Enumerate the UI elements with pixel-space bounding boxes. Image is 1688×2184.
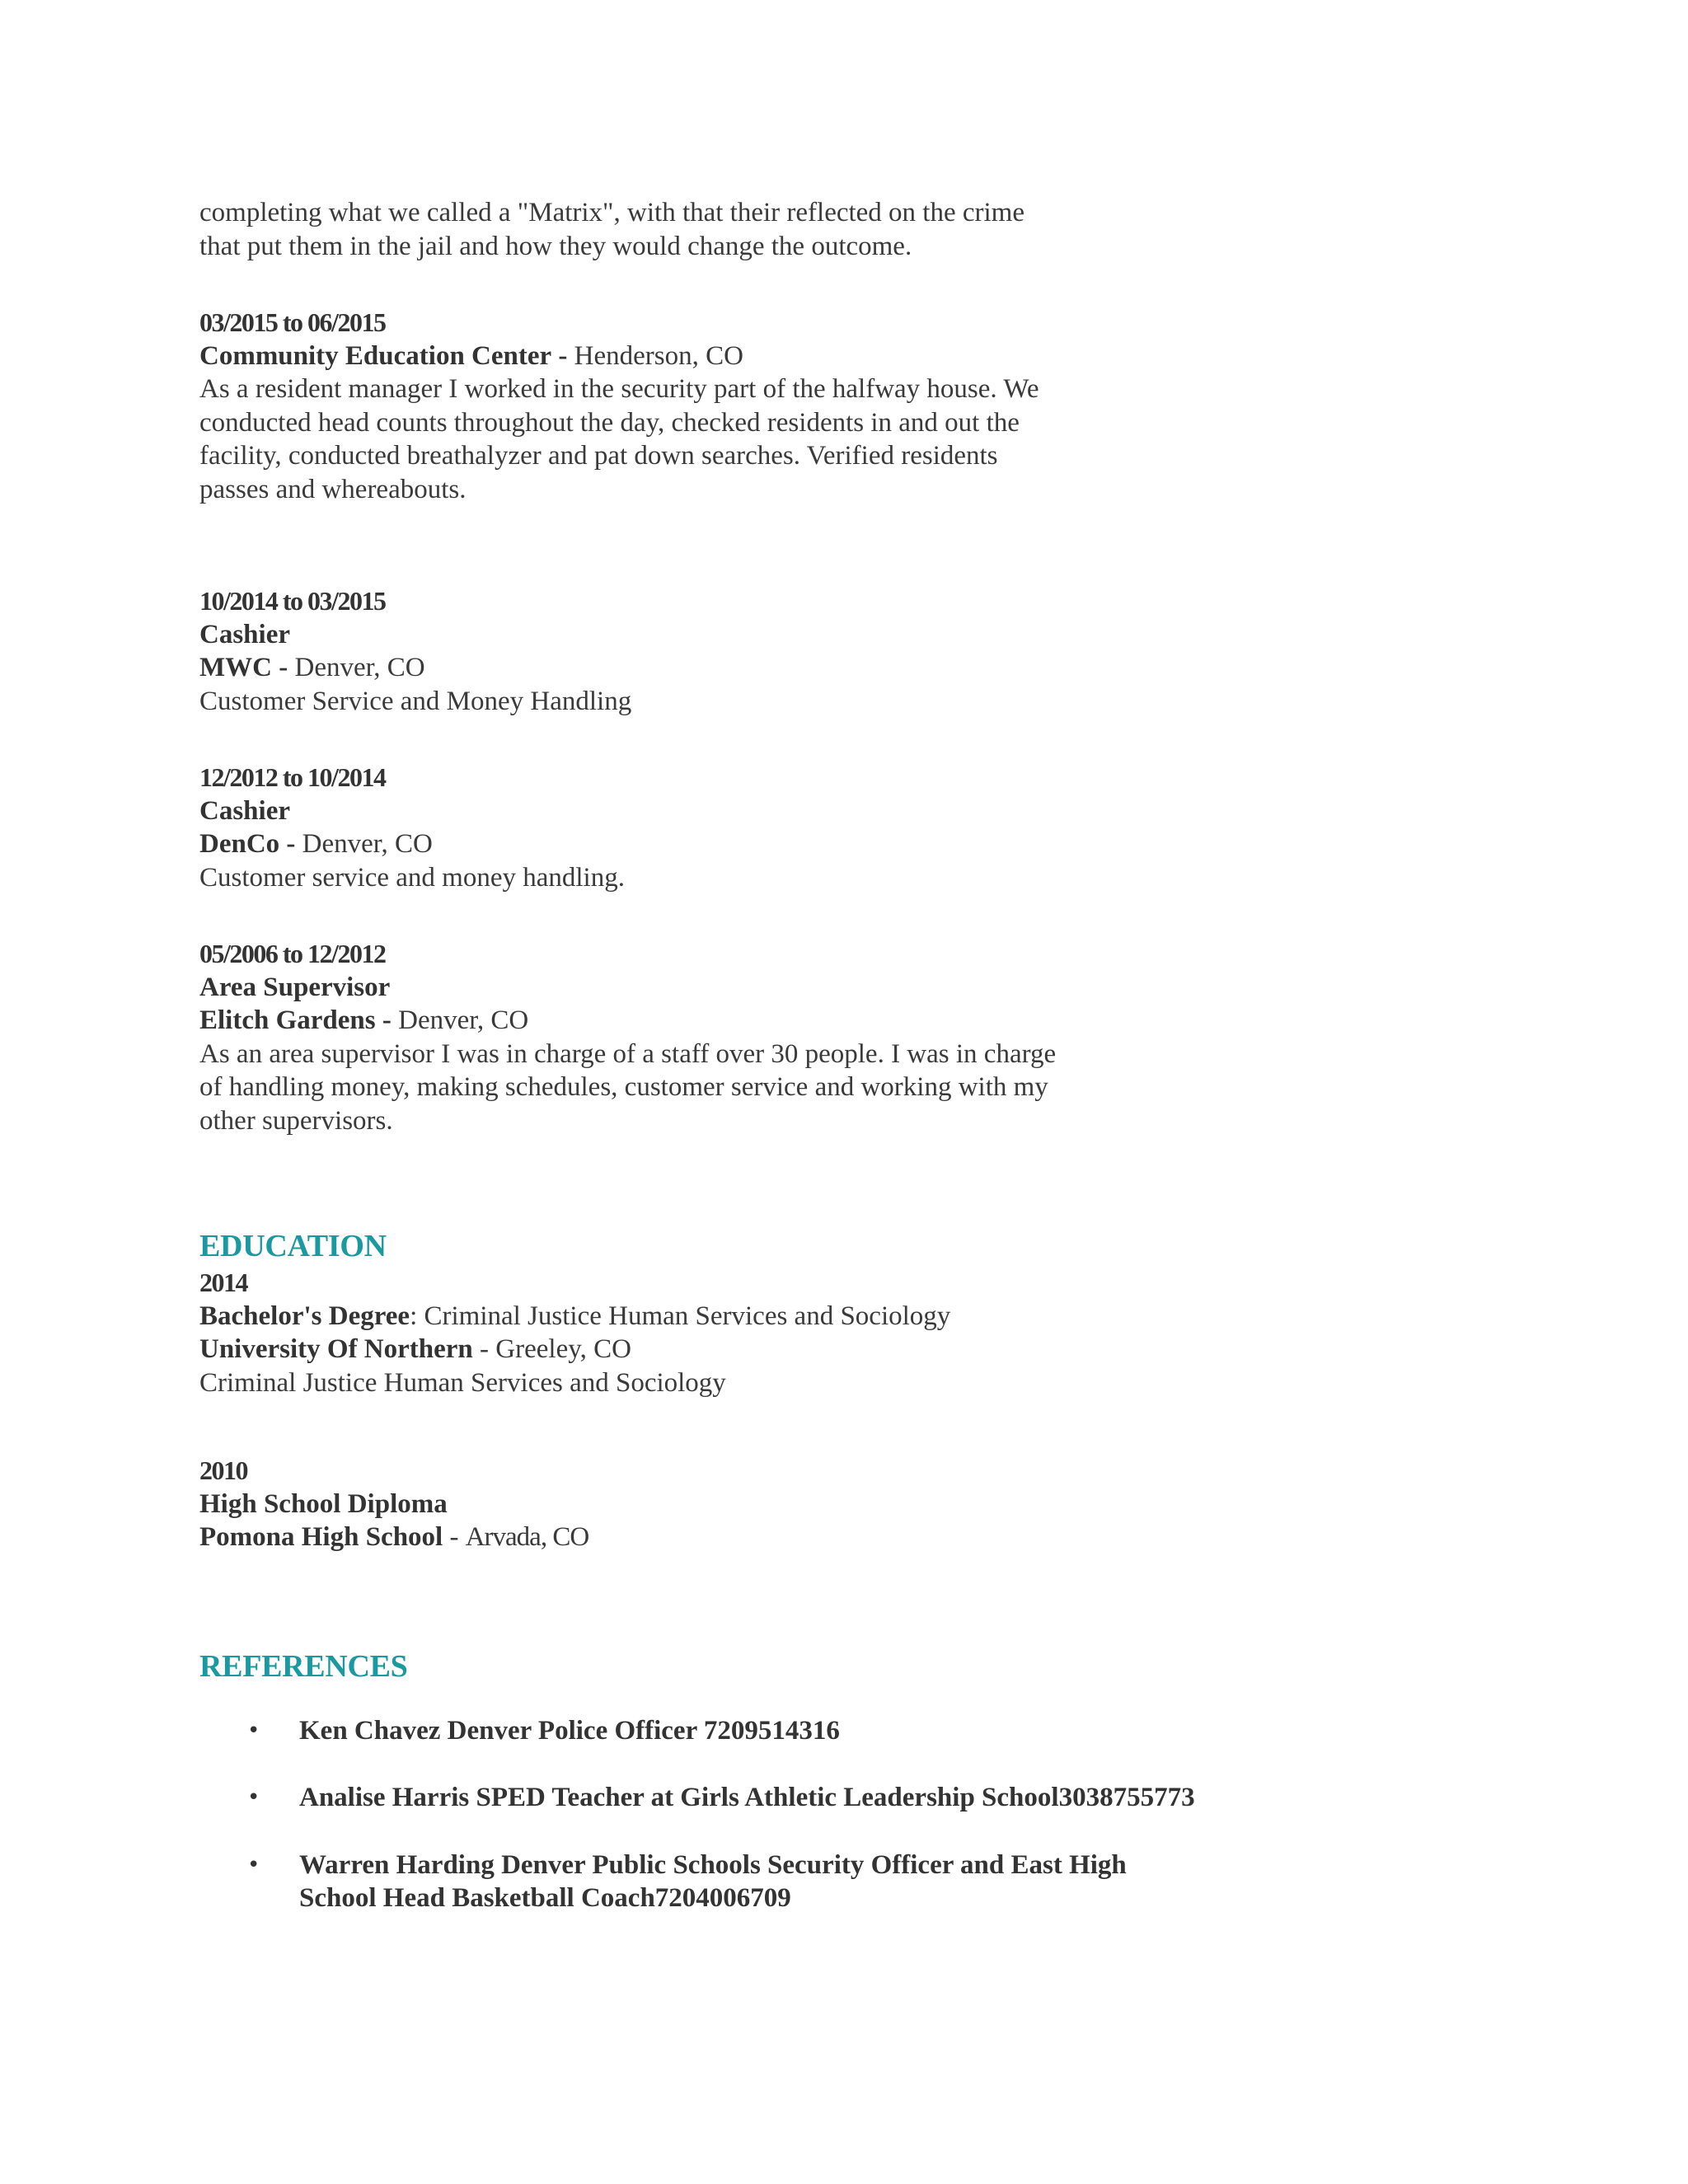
job-dates: 12/2012 to 10/2014 [199, 762, 386, 792]
education-degree: Bachelor's Degree [199, 1301, 410, 1331]
intro-line: completing what we called a "Matrix", with that their reflected on the crime [199, 198, 1025, 227]
job-company: MWC [199, 653, 272, 682]
references-list [199, 1714, 1436, 1915]
education-location: Arvada, CO [465, 1522, 589, 1552]
bullet-icon: • [247, 1718, 260, 1743]
job-dates: 05/2006 to 12/2012 [199, 939, 386, 968]
reference-line: Analise Harris SPED Teacher at Girls Athletic Leadership School3038755773 [299, 1783, 1195, 1812]
job-description-line: As a resident manager I worked in the security part of the halfway house. We [199, 374, 1039, 404]
bullet-icon: • [247, 1852, 260, 1877]
job-location: Denver, CO [302, 829, 433, 859]
job-title: Cashier [199, 619, 290, 649]
reference-line: Ken Chavez Denver Police Officer 7209514316 [299, 1715, 840, 1746]
education-school: Pomona High School [199, 1522, 443, 1552]
references-section [199, 1647, 1436, 1915]
education-location: Greeley, CO [495, 1334, 631, 1364]
job-company-line [199, 651, 1436, 685]
job-company-line [199, 340, 1436, 373]
job-dates: 10/2014 to 03/2015 [199, 586, 386, 616]
job-entry [199, 761, 1436, 894]
resume-page [199, 196, 1436, 1949]
job-location: Denver, CO [294, 653, 425, 682]
education-year: 2010 [199, 1455, 247, 1485]
job-company: DenCo [199, 829, 280, 859]
job-title: Area Supervisor [199, 972, 391, 1002]
separator: - [449, 1522, 459, 1552]
job-description-line: of handling money, making schedules, customer service and working with my [199, 1072, 1048, 1102]
education-entry [199, 1454, 1436, 1554]
separator: - [382, 1005, 392, 1035]
separator: - [279, 653, 288, 682]
job-title: Cashier [199, 795, 290, 826]
education-school-line [199, 1333, 1436, 1366]
job-description-line: As an area supervisor I was in charge of a staff over 30 people. I was in charge [199, 1038, 1057, 1069]
job-description-line: facility, conducted breathalyzer and pat down searches. Verified residents [199, 441, 998, 471]
job-entry [199, 937, 1436, 1137]
job-location: Denver, CO [398, 1005, 529, 1035]
education-year: 2014 [199, 1268, 247, 1297]
education-section [199, 1226, 1436, 1554]
reference-item [199, 1781, 1436, 1815]
education-heading: EDUCATION [199, 1229, 387, 1263]
job-entry [199, 306, 1436, 506]
references-heading: REFERENCES [199, 1648, 408, 1684]
education-degree: High School Diploma [199, 1488, 448, 1519]
education-school: University Of Northern [199, 1334, 473, 1364]
intro-line: that put them in the jail and how they would change the outcome. [199, 231, 912, 261]
education-detail: Criminal Justice Human Services and Sociology [199, 1367, 726, 1398]
job-description-line: other supervisors. [199, 1105, 393, 1136]
job-dates: 03/2015 to 06/2015 [199, 307, 386, 337]
education-entry [199, 1266, 1436, 1399]
job-company-line [199, 1004, 1436, 1038]
colon: : [410, 1301, 418, 1331]
reference-item [199, 1714, 1436, 1748]
job-company: Community Education Center [199, 340, 552, 371]
job-company-line [199, 827, 1436, 861]
reference-line: School Head Basketball Coach7204006709 [299, 1883, 791, 1913]
job-description-line: Customer service and money handling. [199, 862, 625, 893]
separator: - [558, 340, 568, 371]
job-description-line: passes and whereabouts. [199, 474, 467, 504]
separator: - [480, 1334, 490, 1364]
education-school-line [199, 1521, 1436, 1554]
reference-line: Warren Harding Denver Public Schools Security Officer and East High [299, 1849, 1127, 1880]
job-company: Elitch Gardens [199, 1005, 376, 1035]
job-entry [199, 584, 1436, 718]
reference-item [199, 1849, 1436, 1915]
job-location: Henderson, CO [574, 340, 743, 371]
intro-paragraph [199, 196, 1436, 263]
bullet-icon: • [247, 1785, 260, 1810]
education-field: Criminal Justice Human Services and Sociology [424, 1301, 951, 1331]
job-description-line: Customer Service and Money Handling [199, 686, 632, 716]
education-degree-line [199, 1300, 1436, 1333]
separator: - [286, 829, 296, 859]
job-description-line: conducted head counts throughout the day, checked residents in and out the [199, 407, 1020, 438]
